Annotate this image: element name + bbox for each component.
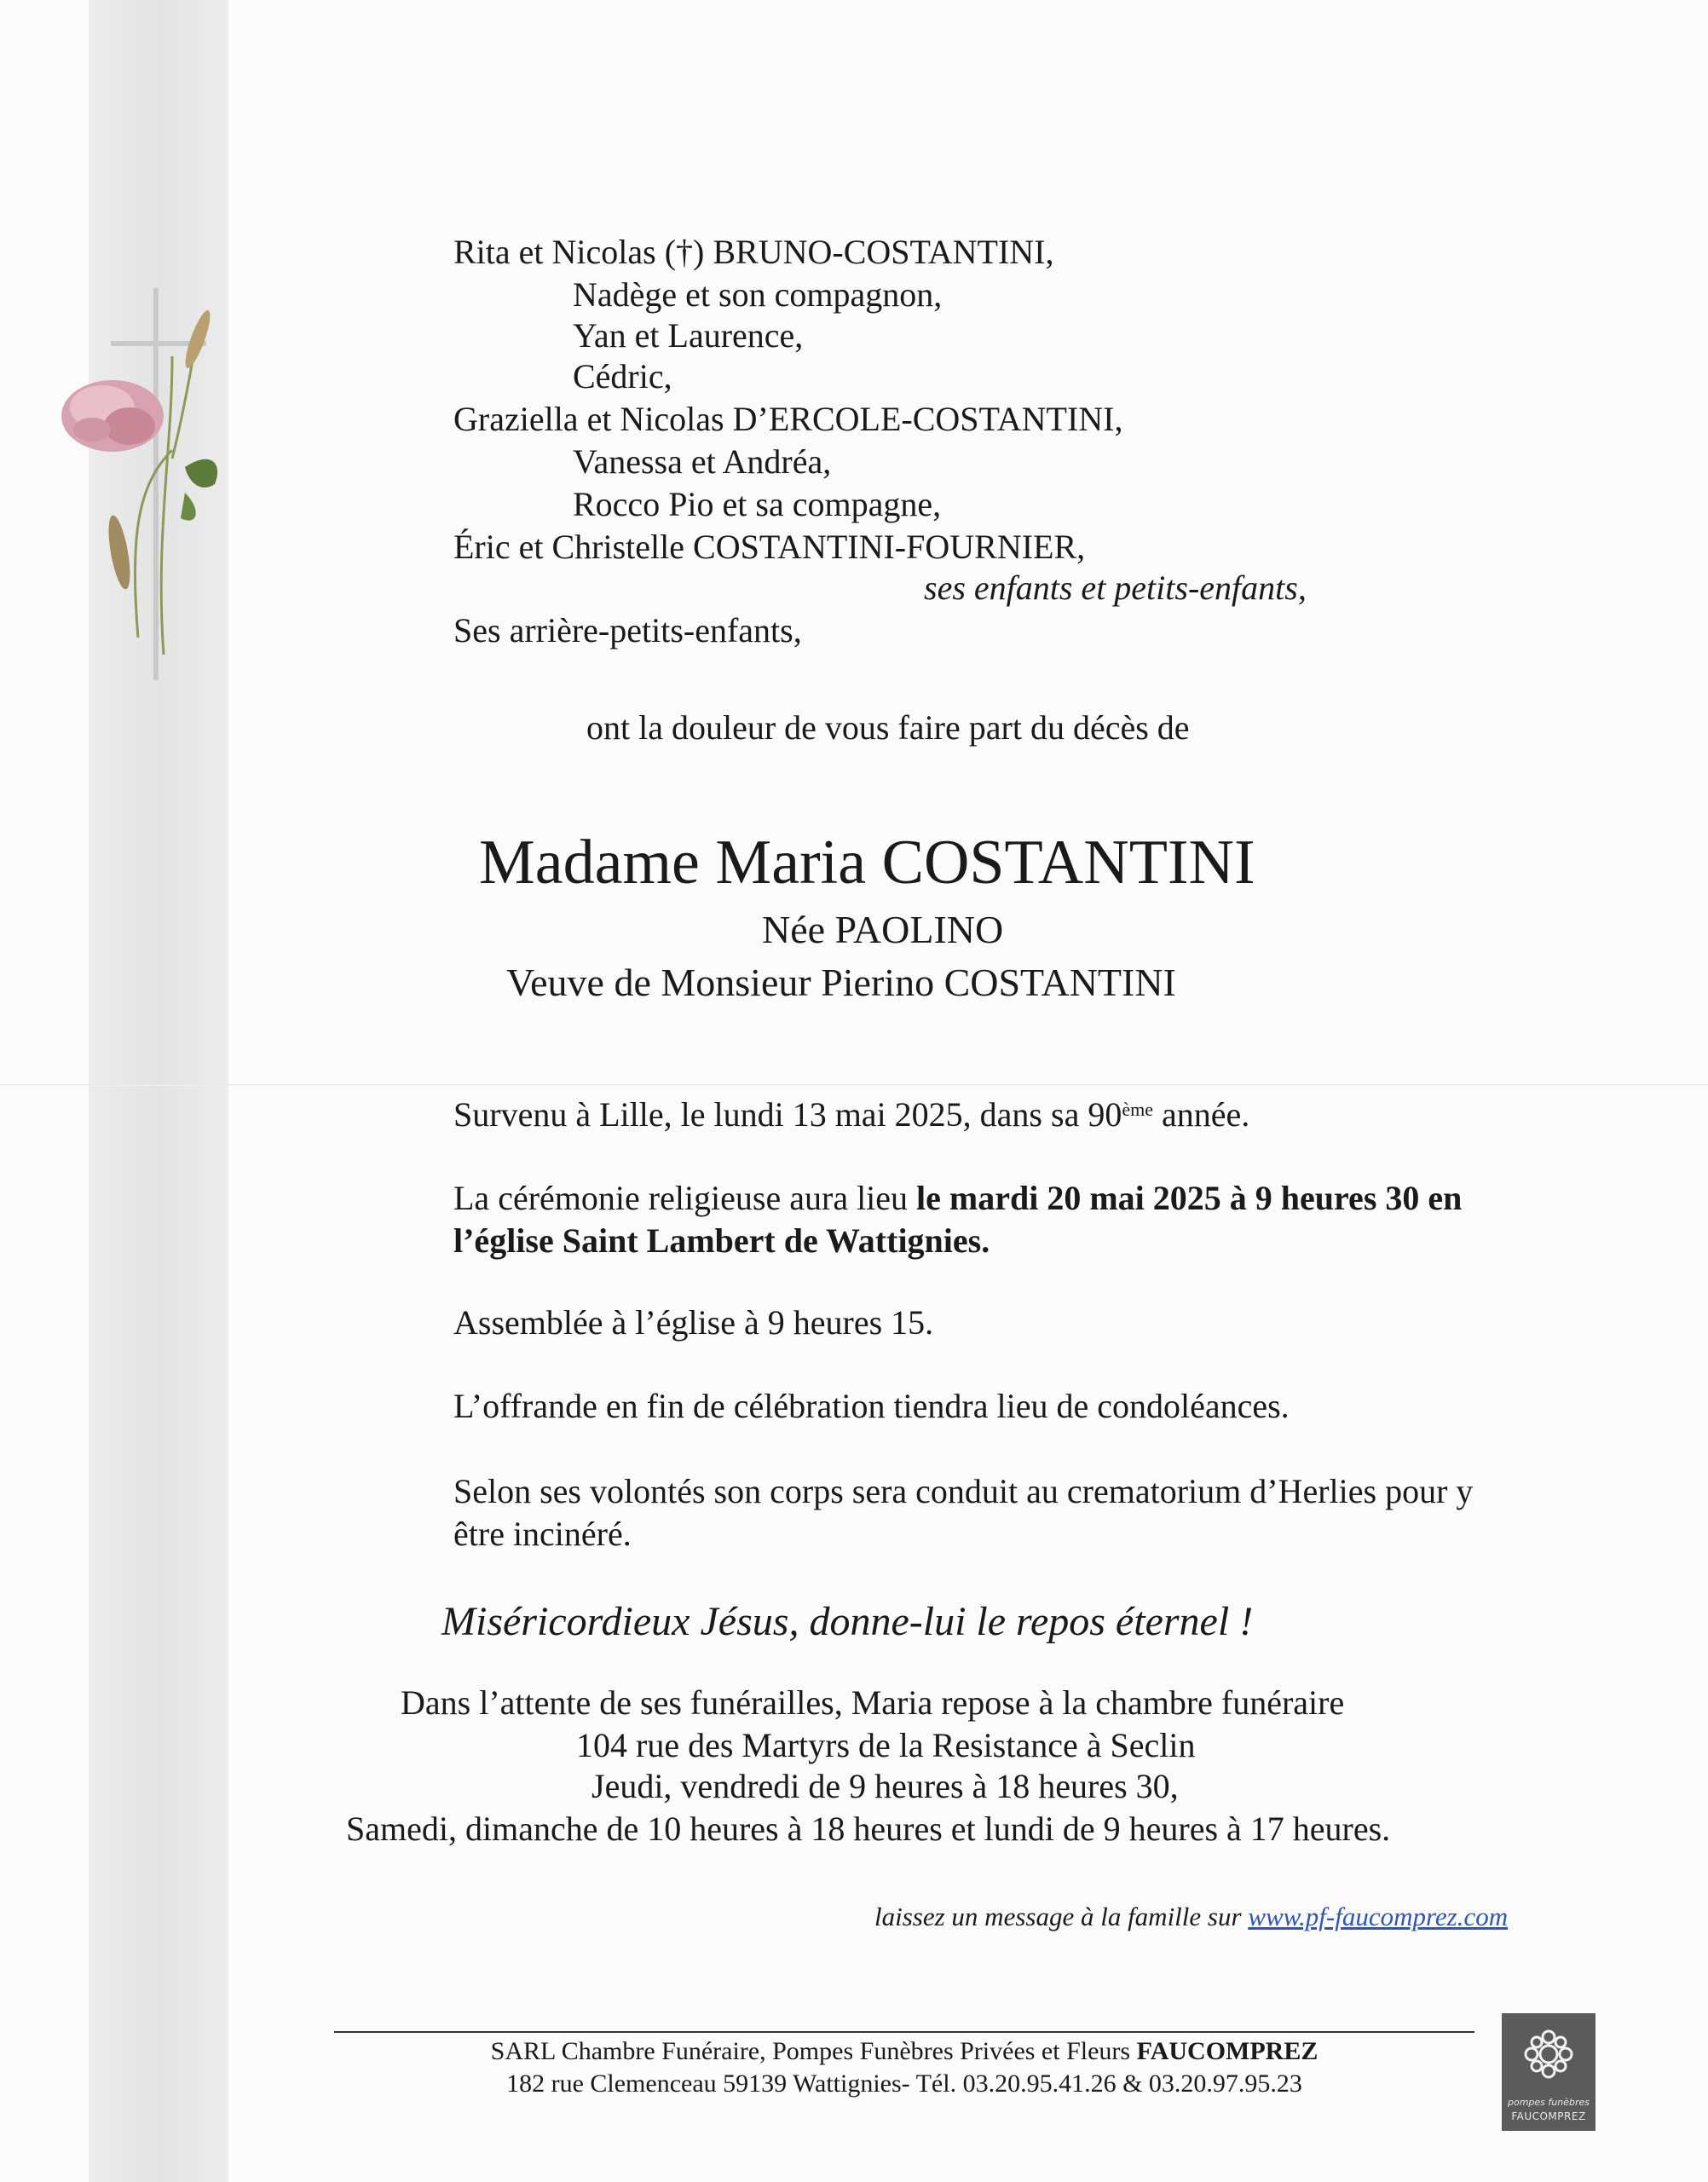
family-line-3: Yan et Laurence, [573, 316, 804, 355]
footer-line-1 [334, 2035, 1474, 2068]
family-line-2: Nadège et son compagnon, [573, 275, 943, 314]
cremation-line-1: Selon ses volontés son corps sera conduit au crematorium d’Herlies pour y [453, 1472, 1474, 1510]
footer-divider [334, 2031, 1474, 2033]
ceremony-date: le mardi 20 mai 2025 à 9 heures 30 en [916, 1179, 1463, 1217]
prayer: Miséricordieux Jésus, donne-lui le repos éternel ! [441, 1599, 1254, 1644]
family-line-9: Ses arrière-petits-enfants, [453, 611, 802, 649]
footer-company: SARL Chambre Funéraire, Pompes Funèbres Privées et Fleurs [490, 2037, 1137, 2065]
family-line-8: Éric et Christelle COSTANTINI-FOURNIER, [453, 528, 1086, 566]
logo-name: FAUCOMPREZ [1511, 2110, 1586, 2122]
visitation-line-1: Dans l’attente de ses funérailles, Maria repose à la chambre funéraire [401, 1683, 1345, 1722]
ceremony-intro: La cérémonie religieuse aura lieu [453, 1179, 917, 1217]
death-notice [453, 1094, 1249, 1135]
visitation-hours-1: Jeudi, vendredi de 9 heures à 18 heures 30, [591, 1767, 1179, 1805]
ceremony-line-1 [453, 1178, 1462, 1219]
visitation-address: 104 rue des Martyrs de la Resistance à Seclin [576, 1726, 1196, 1764]
message-line [874, 1901, 1508, 1933]
flower-emblem-icon [1520, 2025, 1578, 2083]
deceased-widow-of: Veuve de Monsieur Pierino COSTANTINI [506, 961, 1176, 1004]
message-text: laissez un message à la famille sur [874, 1902, 1249, 1931]
cremation-line-2: être incinéré. [453, 1515, 632, 1553]
family-line-4: Cédric, [573, 357, 672, 395]
page-fold-line [0, 1084, 1708, 1086]
offering-notice: L’offrande en fin de célébration tiendra lieu de condoléances. [453, 1387, 1290, 1425]
assembly-notice: Assemblée à l’église à 9 heures 15. [453, 1303, 934, 1342]
family-line-5: Graziella et Nicolas D’ERCOLE-COSTANTINI, [453, 400, 1123, 438]
ceremony-location: l’église Saint Lambert de Wattignies. [453, 1221, 990, 1260]
company-logo [1502, 2013, 1595, 2131]
death-notice-text: Survenu à Lille, le lundi 13 mai 2025, dans sa 90 [453, 1095, 1122, 1134]
announcement-text: ont la douleur de vous faire part du décès de [586, 708, 1190, 747]
logo-tagline: pompes funèbres [1508, 2097, 1590, 2108]
ceremony-line-2 [453, 1221, 990, 1261]
family-line-7: Rocco Pio et sa compagne, [573, 485, 942, 523]
deceased-name: Madame Maria COSTANTINI [479, 828, 1255, 898]
deceased-born-name: Née PAOLINO [762, 908, 1004, 951]
website-link[interactable]: www.pf-faucomprez.com [1248, 1902, 1509, 1931]
footer-brand: FAUCOMPREZ [1136, 2037, 1319, 2065]
death-notice-end: année. [1152, 1095, 1250, 1134]
family-line-1: Rita et Nicolas (†) BRUNO-COSTANTINI, [453, 233, 1054, 271]
footer-address: 182 rue Clemenceau 59139 Wattignies- Tél. 03.20.95.41.26 & 03.20.97.95.23 [506, 2069, 1302, 2098]
family-role: ses enfants et petits-enfants, [924, 569, 1307, 607]
cross-flower-illustration [44, 280, 249, 689]
family-line-6: Vanessa et Andréa, [573, 442, 832, 481]
visitation-hours-2: Samedi, dimanche de 10 heures à 18 heures et lundi de 9 heures à 17 heures. [346, 1810, 1391, 1848]
ordinal-suffix: ème [1122, 1099, 1153, 1120]
